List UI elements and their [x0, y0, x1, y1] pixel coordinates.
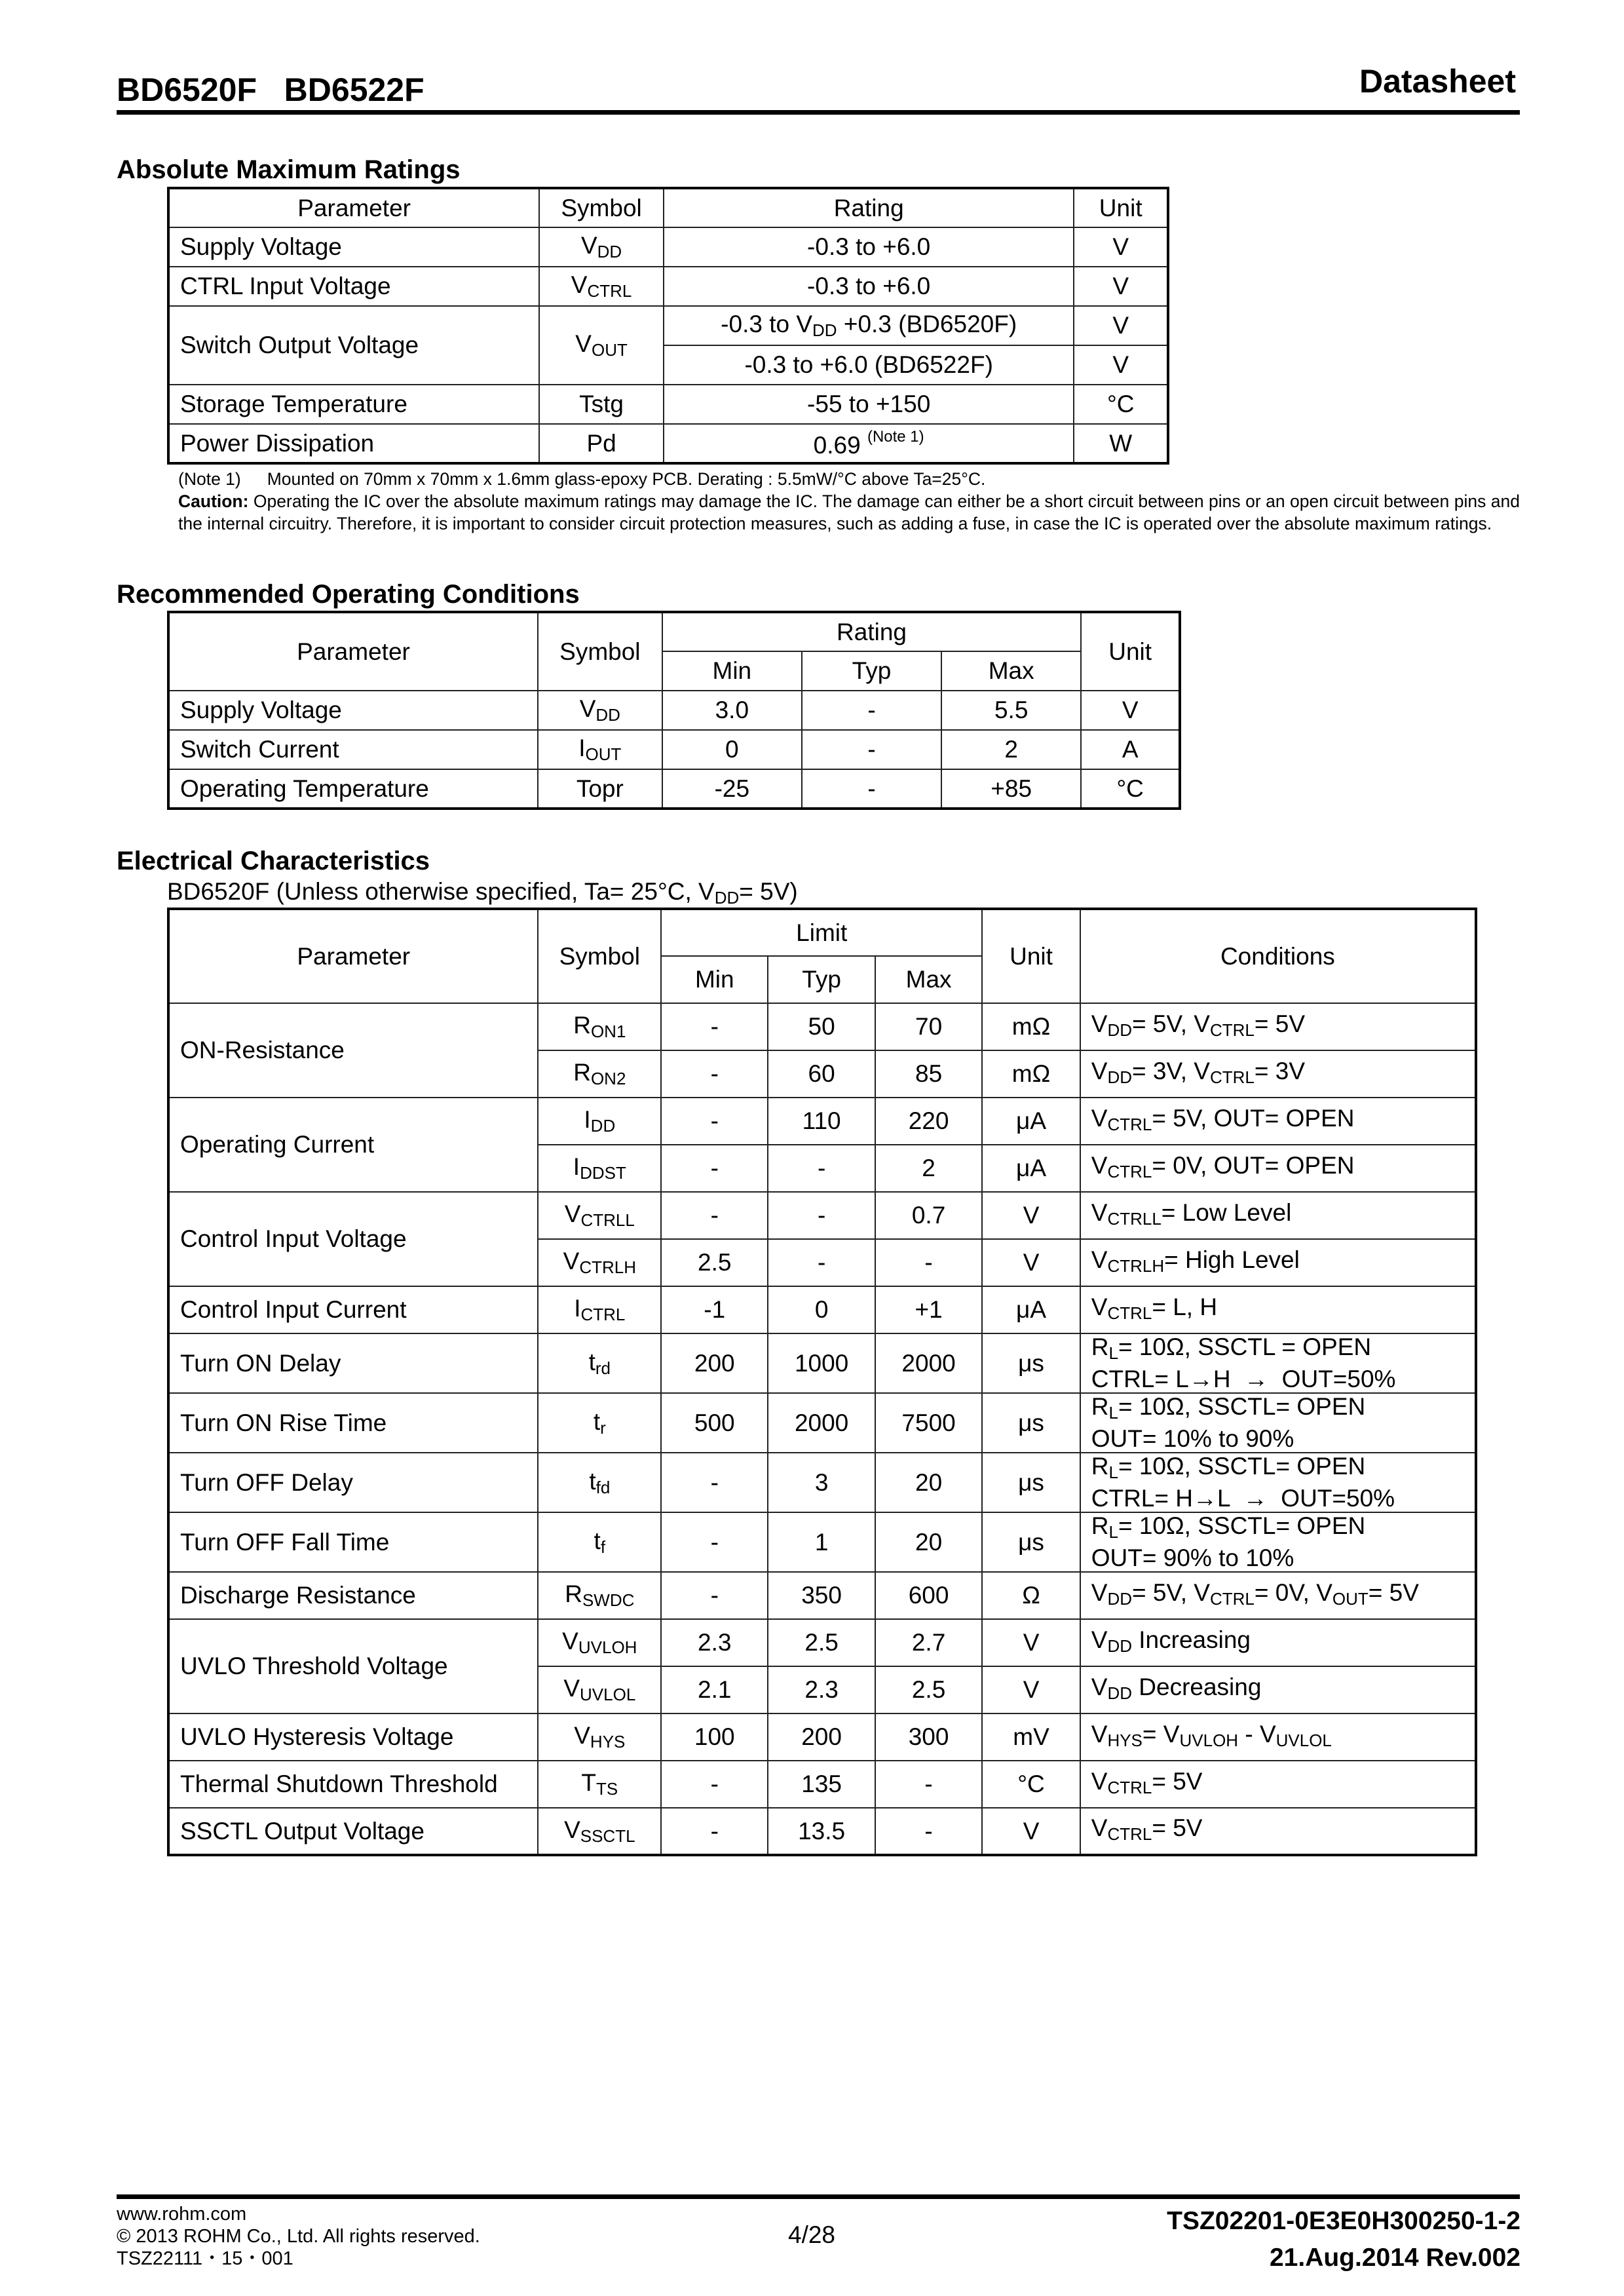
- typ-cell: 2000: [768, 1393, 875, 1453]
- conditions-cell: $V_{DD}$ Increasing: [1080, 1619, 1476, 1666]
- symbol-cell: $I_{OUT}$: [538, 730, 662, 769]
- unit-cell: V: [1074, 345, 1168, 385]
- caution-text: Caution: Operating the IC over the absolute maximum ratings may damage the IC. The damage can either be a short circuit between pins or an open circuit between pins and the internal circuitry. Therefore, it is important to consider circuit protection measures, such as adding a fuse, in case the IC is operated over the absolute maximum ratings.: [178, 491, 1520, 533]
- param-cell: Supply Voltage: [168, 691, 538, 730]
- conditions-cell: $V_{CTRL}= L$, H: [1080, 1286, 1476, 1333]
- table-row: [168, 1761, 1476, 1808]
- min-cell: -: [661, 1512, 768, 1572]
- param-cell: Operating Current: [168, 1098, 538, 1192]
- doc-type: Datasheet: [1359, 63, 1516, 100]
- unit-cell: A: [1081, 730, 1180, 769]
- conditions-cell: $V_{CTRL}= 0V$, OUT= OPEN: [1080, 1145, 1476, 1192]
- max-cell: 70: [875, 1003, 982, 1050]
- param-cell: UVLO Threshold Voltage: [168, 1619, 538, 1713]
- unit-cell: μs: [982, 1333, 1080, 1393]
- footer-right: [1167, 2203, 1520, 2276]
- max-cell: 2.7: [875, 1619, 982, 1666]
- conditions-cell: $V_{CTRL}= 5V$, OUT= OPEN: [1080, 1098, 1476, 1145]
- param-cell: Switch Current: [168, 730, 538, 769]
- typ-cell: 135: [768, 1761, 875, 1808]
- elec-table: [167, 908, 1477, 1856]
- symbol-cell: $T_{TS}$: [538, 1761, 661, 1808]
- symbol-cell: Topr: [538, 769, 662, 809]
- table-row: [168, 691, 1180, 730]
- param-cell: UVLO Hysteresis Voltage: [168, 1713, 538, 1761]
- min-cell: -: [661, 1050, 768, 1098]
- unit-cell: mΩ: [982, 1050, 1080, 1098]
- copyright: © 2013 ROHM Co., Ltd. All rights reserved.: [117, 2226, 480, 2247]
- table-row: [168, 1192, 1476, 1239]
- max-cell: 5.5: [941, 691, 1081, 730]
- unit-cell: μs: [982, 1453, 1080, 1512]
- typ-cell: 50: [768, 1003, 875, 1050]
- table-header-row: [168, 188, 1168, 227]
- max-cell: 20: [875, 1453, 982, 1512]
- typ-cell: 2.3: [768, 1666, 875, 1713]
- typ-cell: -: [802, 691, 941, 730]
- unit-cell: V: [982, 1666, 1080, 1713]
- doc-number: TSZ02201-0E3E0H300250-1-2: [1167, 2207, 1520, 2235]
- symbol-cell: $V_{CTRLH}$: [538, 1239, 661, 1286]
- col-unit: Unit: [1074, 188, 1168, 227]
- col-max: Max: [875, 956, 982, 1003]
- typ-cell: -: [768, 1239, 875, 1286]
- max-cell: +1: [875, 1286, 982, 1333]
- unit-cell: V: [1081, 691, 1180, 730]
- abs-max-title: Absolute Maximum Ratings: [117, 155, 461, 184]
- table-row: [168, 1808, 1476, 1855]
- col-typ: Typ: [802, 651, 941, 691]
- min-cell: -: [661, 1145, 768, 1192]
- min-cell: 100: [661, 1713, 768, 1761]
- param-cell: Power Dissipation: [168, 424, 539, 463]
- typ-cell: 60: [768, 1050, 875, 1098]
- col-parameter: Parameter: [168, 909, 538, 1003]
- min-cell: -: [661, 1192, 768, 1239]
- max-cell: 300: [875, 1713, 982, 1761]
- max-cell: +85: [941, 769, 1081, 809]
- unit-cell: °C: [1074, 385, 1168, 424]
- table-row: [168, 306, 1168, 345]
- rating-cell: -55 to +150: [664, 385, 1074, 424]
- min-cell: 2.5: [661, 1239, 768, 1286]
- min-cell: -: [661, 1808, 768, 1855]
- col-limit: Limit: [661, 909, 982, 956]
- min-cell: -25: [662, 769, 802, 809]
- symbol-cell: $R_{SWDC}$: [538, 1572, 661, 1619]
- header-rule: [117, 110, 1520, 115]
- table-row: [168, 1333, 1476, 1393]
- rating-cell: 0.69 $^{(Note 1)}$: [664, 424, 1074, 463]
- conditions-cell: $V_{HYS}= V_{UVLOH} - V_{UVLOL}$: [1080, 1713, 1476, 1761]
- symbol-cell: $R_{ON2}$: [538, 1050, 661, 1098]
- col-unit: Unit: [1081, 612, 1180, 691]
- param-cell: Discharge Resistance: [168, 1572, 538, 1619]
- param-cell: Turn OFF Fall Time: [168, 1512, 538, 1572]
- unit-cell: Ω: [982, 1572, 1080, 1619]
- min-cell: -: [661, 1098, 768, 1145]
- unit-cell: μs: [982, 1393, 1080, 1453]
- table-row: [168, 1572, 1476, 1619]
- typ-cell: 350: [768, 1572, 875, 1619]
- param-cell: Switch Output Voltage: [168, 306, 539, 385]
- max-cell: 2: [875, 1145, 982, 1192]
- max-cell: -: [875, 1808, 982, 1855]
- table-row: [168, 385, 1168, 424]
- conditions-cell: $V_{DD}$ Decreasing: [1080, 1666, 1476, 1713]
- elec-title: Electrical Characteristics: [117, 847, 430, 875]
- typ-cell: -: [768, 1145, 875, 1192]
- min-cell: -: [661, 1761, 768, 1808]
- min-cell: -: [661, 1453, 768, 1512]
- table-row: [168, 1286, 1476, 1333]
- min-cell: 2.3: [661, 1619, 768, 1666]
- col-rating: Rating: [664, 188, 1074, 227]
- table-row: [168, 769, 1180, 809]
- unit-cell: V: [982, 1192, 1080, 1239]
- col-parameter: Parameter: [168, 188, 539, 227]
- table-row: [168, 424, 1168, 463]
- typ-cell: 200: [768, 1713, 875, 1761]
- elec-subtitle: BD6520F (Unless otherwise specified, Ta= 25°C, $V_{DD}= 5V$): [167, 878, 798, 908]
- min-cell: 3.0: [662, 691, 802, 730]
- col-symbol: Symbol: [538, 909, 661, 1003]
- page-number: 4/28: [788, 2221, 836, 2248]
- unit-cell: μA: [982, 1286, 1080, 1333]
- rating-cell: -0.3 to +6.0 (BD6522F): [664, 345, 1074, 385]
- symbol-cell: $V_{UVLOH}$: [538, 1619, 661, 1666]
- max-cell: 7500: [875, 1393, 982, 1453]
- typ-cell: -: [802, 730, 941, 769]
- unit-cell: W: [1074, 424, 1168, 463]
- col-parameter: Parameter: [168, 612, 538, 691]
- symbol-cell: $I_{CTRL}$: [538, 1286, 661, 1333]
- symbol-cell: Tstg: [539, 385, 664, 424]
- unit-cell: V: [1074, 306, 1168, 345]
- param-cell: Thermal Shutdown Threshold: [168, 1761, 538, 1808]
- min-cell: 200: [661, 1333, 768, 1393]
- footer-rule: [117, 2194, 1520, 2199]
- conditions-cell: $V_{CTRLL}=$ Low Level: [1080, 1192, 1476, 1239]
- param-cell: Control Input Current: [168, 1286, 538, 1333]
- note-1: (Note 1) Mounted on 70mm x 70mm x 1.6mm glass-epoxy PCB. Derating : 5.5mW/°C above Ta=25°C.: [178, 469, 986, 489]
- rating-cell: -0.3 to +6.0: [664, 267, 1074, 306]
- conditions-cell: $V_{CTRL}= 5V$: [1080, 1808, 1476, 1855]
- conditions-cell: $V_{DD}= 3V$, $V_{CTRL}= 3V$: [1080, 1050, 1476, 1098]
- max-cell: 20: [875, 1512, 982, 1572]
- max-cell: 2: [941, 730, 1081, 769]
- table-row: [168, 1003, 1476, 1050]
- part-numbers: BD6520F BD6522F: [117, 71, 425, 108]
- unit-cell: μA: [982, 1098, 1080, 1145]
- symbol-cell: $I_{DD}$: [538, 1098, 661, 1145]
- col-typ: Typ: [768, 956, 875, 1003]
- col-min: Min: [662, 651, 802, 691]
- table-row: [168, 267, 1168, 306]
- unit-cell: V: [982, 1808, 1080, 1855]
- symbol-cell: $V_{CTRLL}$: [538, 1192, 661, 1239]
- col-min: Min: [661, 956, 768, 1003]
- col-symbol: Symbol: [538, 612, 662, 691]
- unit-cell: mV: [982, 1713, 1080, 1761]
- col-rating: Rating: [662, 612, 1082, 651]
- symbol-cell: $R_{ON1}$: [538, 1003, 661, 1050]
- form-code: TSZ22111・15・001: [117, 2248, 293, 2269]
- max-cell: 220: [875, 1098, 982, 1145]
- max-cell: 85: [875, 1050, 982, 1098]
- param-cell: CTRL Input Voltage: [168, 267, 539, 306]
- unit-cell: V: [982, 1619, 1080, 1666]
- table-row: [168, 1713, 1476, 1761]
- table-row: [168, 730, 1180, 769]
- col-unit: Unit: [982, 909, 1080, 1003]
- table-row: [168, 1393, 1476, 1453]
- unit-cell: μA: [982, 1145, 1080, 1192]
- param-cell: Control Input Voltage: [168, 1192, 538, 1286]
- table-row: [168, 1453, 1476, 1512]
- symbol-cell: $V_{UVLOL}$: [538, 1666, 661, 1713]
- conditions-cell: $R_L= 10\Omega$, SSCTL= OPEN OUT= 90% to 10%: [1080, 1512, 1476, 1572]
- symbol-cell: $t_f$: [538, 1512, 661, 1572]
- table-header-row: [168, 909, 1476, 956]
- rating-cell: -0.3 to +6.0: [664, 227, 1074, 267]
- unit-cell: mΩ: [982, 1003, 1080, 1050]
- symbol-cell: $V_{DD}$: [538, 691, 662, 730]
- max-cell: 0.7: [875, 1192, 982, 1239]
- footer-left: [117, 2203, 480, 2270]
- unit-cell: μs: [982, 1512, 1080, 1572]
- unit-cell: V: [1074, 227, 1168, 267]
- symbol-cell: $t_{fd}$: [538, 1453, 661, 1512]
- typ-cell: 13.5: [768, 1808, 875, 1855]
- symbol-cell: $I_{DDST}$: [538, 1145, 661, 1192]
- min-cell: -1: [661, 1286, 768, 1333]
- conditions-cell: $V_{CTRLH}=$ High Level: [1080, 1239, 1476, 1286]
- rec-op-title: Recommended Operating Conditions: [117, 580, 580, 609]
- conditions-cell: $R_L= 10\Omega$, SSCTL= OPEN CTRL= H→L → OUT=50%: [1080, 1453, 1476, 1512]
- conditions-cell: $R_L= 10\Omega$, SSCTL= OPEN OUT= 10% to 90%: [1080, 1393, 1476, 1453]
- min-cell: -: [661, 1003, 768, 1050]
- col-conditions: Conditions: [1080, 909, 1476, 1003]
- min-cell: 0: [662, 730, 802, 769]
- param-cell: Storage Temperature: [168, 385, 539, 424]
- param-cell: Turn ON Delay: [168, 1333, 538, 1393]
- website-link[interactable]: www.rohm.com: [117, 2204, 247, 2225]
- col-symbol: Symbol: [539, 188, 664, 227]
- param-cell: Turn ON Rise Time: [168, 1393, 538, 1453]
- max-cell: 2000: [875, 1333, 982, 1393]
- min-cell: -: [661, 1572, 768, 1619]
- table-row: [168, 1619, 1476, 1666]
- unit-cell: V: [982, 1239, 1080, 1286]
- max-cell: -: [875, 1239, 982, 1286]
- symbol-cell: $t_r$: [538, 1393, 661, 1453]
- typ-cell: -: [802, 769, 941, 809]
- min-cell: 500: [661, 1393, 768, 1453]
- symbol-cell: $V_{CTRL}$: [539, 267, 664, 306]
- col-max: Max: [941, 651, 1081, 691]
- rating-cell: -0.3 to $V_{DD} +0.3$ (BD6520F): [664, 306, 1074, 345]
- max-cell: -: [875, 1761, 982, 1808]
- typ-cell: 0: [768, 1286, 875, 1333]
- table-row: [168, 1098, 1476, 1145]
- unit-cell: V: [1074, 267, 1168, 306]
- symbol-cell: $V_{DD}$: [539, 227, 664, 267]
- elec-table-body: [168, 1003, 1476, 1855]
- typ-cell: 1000: [768, 1333, 875, 1393]
- abs-max-table: [167, 187, 1169, 465]
- symbol-cell: $V_{OUT}$: [539, 306, 664, 385]
- max-cell: 2.5: [875, 1666, 982, 1713]
- symbol-cell: $V_{HYS}$: [538, 1713, 661, 1761]
- note-ref: (Note 1): [867, 427, 924, 446]
- typ-cell: 2.5: [768, 1619, 875, 1666]
- unit-cell: °C: [1081, 769, 1180, 809]
- max-cell: 600: [875, 1572, 982, 1619]
- conditions-cell: $V_{DD}= 5V$, $V_{CTRL}= 5V$: [1080, 1003, 1476, 1050]
- param-cell: Operating Temperature: [168, 769, 538, 809]
- param-cell: Turn OFF Delay: [168, 1453, 538, 1512]
- symbol-cell: Pd: [539, 424, 664, 463]
- symbol-cell: $t_{rd}$: [538, 1333, 661, 1393]
- param-cell: Supply Voltage: [168, 227, 539, 267]
- typ-cell: 1: [768, 1512, 875, 1572]
- rec-op-table: [167, 611, 1181, 810]
- param-cell: ON-Resistance: [168, 1003, 538, 1098]
- unit-cell: °C: [982, 1761, 1080, 1808]
- typ-cell: 110: [768, 1098, 875, 1145]
- table-row: [168, 1512, 1476, 1572]
- conditions-cell: $R_L= 10\Omega$, SSCTL = OPEN CTRL= L→H → OUT=50%: [1080, 1333, 1476, 1393]
- conditions-cell: $V_{CTRL}= 5V$: [1080, 1761, 1476, 1808]
- table-header-row: [168, 612, 1180, 651]
- typ-cell: 3: [768, 1453, 875, 1512]
- typ-cell: -: [768, 1192, 875, 1239]
- param-cell: SSCTL Output Voltage: [168, 1808, 538, 1855]
- date-revision: 21.Aug.2014 Rev.002: [1269, 2244, 1520, 2272]
- table-row: [168, 227, 1168, 267]
- conditions-cell: $V_{DD}= 5V$, $V_{CTRL}= 0V$, $V_{OUT}= 5V$: [1080, 1572, 1476, 1619]
- min-cell: 2.1: [661, 1666, 768, 1713]
- symbol-cell: $V_{SSCTL}$: [538, 1808, 661, 1855]
